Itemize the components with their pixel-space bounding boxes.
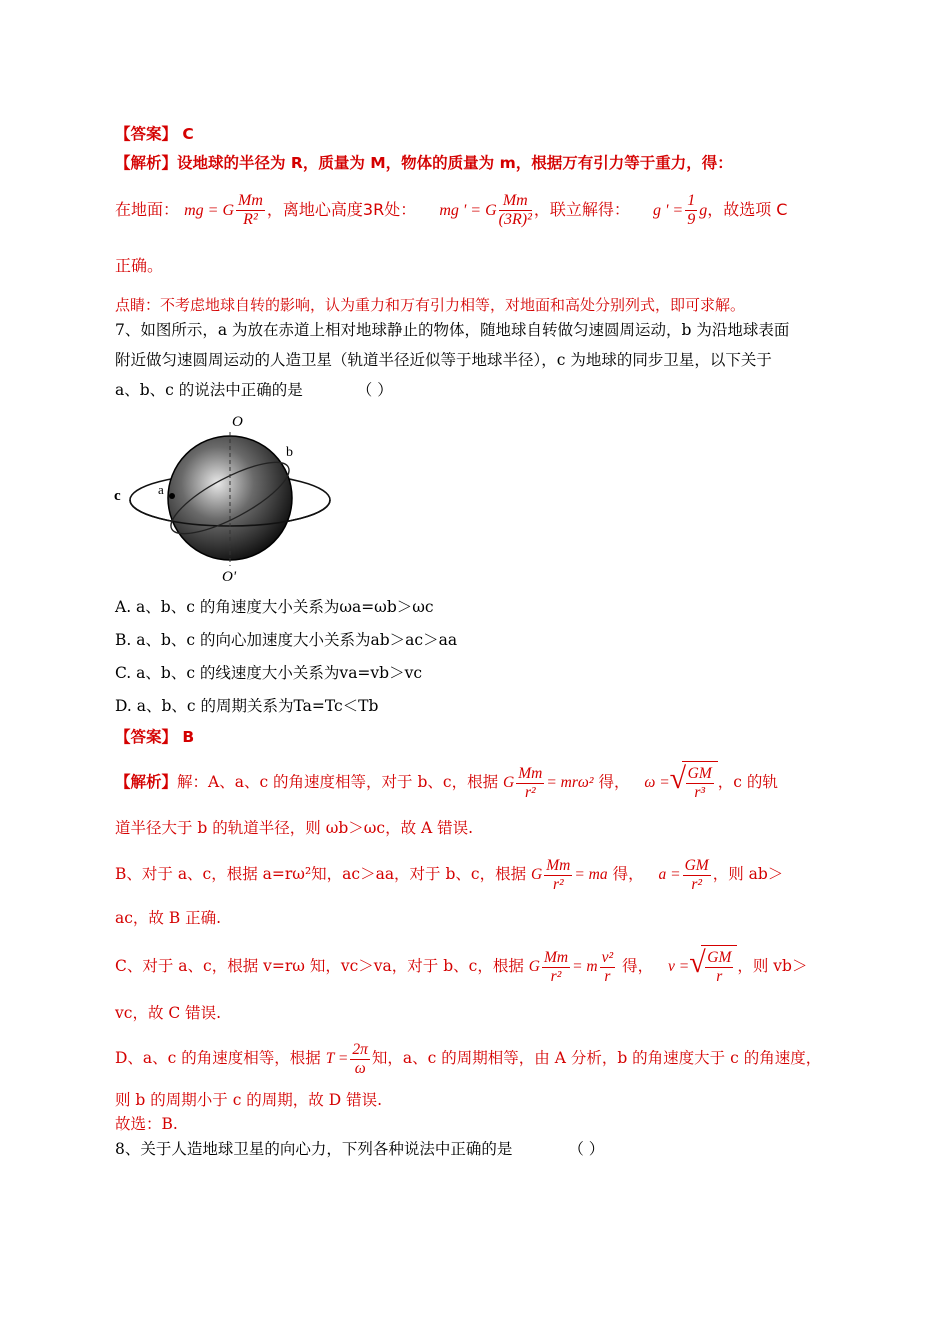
correct-text: 正确。 <box>115 256 164 275</box>
a1-text: 解：A、a、c 的角速度相等，对于 b、c，根据 <box>177 773 499 791</box>
q7-analysis-d-2: 则 b 的周期小于 c 的周期，故 D 错误. <box>115 1091 383 1109</box>
a1-mid: 得， <box>598 773 630 791</box>
q7-analysis-c-1 <box>115 944 807 990</box>
b1-f2-den: r² <box>691 875 702 893</box>
d1-f-den: ω <box>354 1059 366 1077</box>
a1-f1-den: r² <box>524 783 536 801</box>
eq1-num: Mm <box>238 192 263 209</box>
q7-option-d: D. a、b、c 的周期关系为Ta=Tc＜Tb <box>115 697 379 715</box>
q7-option-a: A. a、b、c 的角速度大小关系为ωa=ωb＞ωc <box>115 598 434 616</box>
d1-f-frac <box>350 1041 370 1078</box>
q7-analysis-b-1 <box>115 852 783 897</box>
c1-f1-frac <box>542 949 570 986</box>
q7-blank: （ ） <box>356 381 393 399</box>
tip-text: 点睛：不考虑地球自转的影响，认为重力和万有引力相等，对地面和高处分别列式，即可求解。 <box>115 296 746 314</box>
analysis-label: 【解析】 <box>115 154 178 172</box>
eq3-rhs: g <box>699 202 708 219</box>
a1-f1-rhs: = mrω² <box>546 774 594 791</box>
q7-analysis-a-1 <box>115 760 778 806</box>
b1-end: ，则 ab＞ <box>712 865 784 883</box>
b1-f1-lhs: G <box>531 866 543 883</box>
eq1-den: R² <box>243 211 258 228</box>
analysis-label: 【解析】 <box>115 773 178 791</box>
a1-f2-sqrt <box>670 761 718 806</box>
c1-text: C、对于 a、c，根据 v=rω 知，vc＞va，对于 b、c，根据 <box>115 957 524 975</box>
q7-option-c: C. a、b、c 的线速度大小关系为va=vb＞vc <box>115 664 423 682</box>
eq3-num: 1 <box>687 192 696 209</box>
label-O: O <box>232 414 243 430</box>
d1-end: 知，a、c 的周期相等，由 A 分析，b 的角速度大于 c 的角速度， <box>371 1049 822 1067</box>
d1-text: D、a、c 的角速度相等，根据 <box>115 1049 321 1067</box>
a1-f2-den: r³ <box>694 784 706 802</box>
sqrt-sign: √ <box>689 945 706 979</box>
b1-f1-num: Mm <box>546 856 571 874</box>
b1-f2-lhs: a = <box>658 866 681 883</box>
c1-f1-lhs: G <box>528 958 540 975</box>
analysis-text: 设地球的半径为 R，质量为 M，物体的质量为 m，根据万有引力等于重力，得： <box>177 154 733 172</box>
eq1-lhs: mg = G <box>184 202 235 219</box>
label-O-prime: O' <box>222 569 237 585</box>
q7-analysis-b-2: ac，故 B 正确. <box>115 909 222 927</box>
a1-f2-lhs: ω = <box>644 774 670 791</box>
b1-f2-num: GM <box>684 856 709 874</box>
q7-analysis-d-1 <box>115 1036 821 1081</box>
b1-f2-frac <box>683 857 711 894</box>
q6-analysis-line <box>115 153 733 173</box>
c1-f1-frac2 <box>600 949 616 986</box>
answer-label: 【答案】 <box>115 728 178 746</box>
sqrt-sign: √ <box>669 761 687 795</box>
q6-correct-line <box>115 256 163 276</box>
c1-end: ，则 vb＞ <box>737 957 808 975</box>
d1-f-lhs: T = <box>325 1050 349 1067</box>
q7-stem-3-text: a、b、c 的说法中正确的是 <box>115 381 303 399</box>
eq2-fraction <box>499 192 532 229</box>
c1-f1-den: r² <box>550 967 562 985</box>
d1-f-num: 2π <box>352 1040 368 1058</box>
a1-f2-num: GM <box>687 765 712 783</box>
b1-f1-frac <box>544 857 572 894</box>
c1-f2-den: r <box>716 968 723 986</box>
earth-orbit-diagram <box>112 410 342 585</box>
eq3-lhs: g ' = <box>652 202 684 219</box>
b1-mid: 得， <box>612 865 644 883</box>
q7-option-b: B. a、b、c 的向心加速度大小关系为ab＞ac＞aa <box>115 631 458 649</box>
point-a <box>169 493 175 499</box>
q8-blank: （ ） <box>568 1140 605 1158</box>
q7-choose: 故选：B. <box>115 1115 178 1133</box>
c1-f1-mid: = m <box>572 958 598 975</box>
c1-f2-num: GM <box>707 949 732 967</box>
eq1-fraction <box>236 192 265 229</box>
eq2-num: Mm <box>499 192 532 211</box>
label-c: c <box>114 488 121 504</box>
answer-label: 【答案】 <box>115 125 178 143</box>
c1-f1-den2: r <box>604 967 611 985</box>
q7-analysis-a-2: 道半径大于 b 的轨道半径，则 ωb＞ωc，故 A 错误. <box>115 819 474 837</box>
option-text: ，故选项 C <box>707 200 788 219</box>
q6-equation-line <box>115 188 787 233</box>
c1-f1-num: Mm <box>543 948 569 966</box>
a1-f1-num: Mm <box>518 764 543 782</box>
q8-stem: 8、关于人造地球卫星的向心力，下列各种说法中正确的是 <box>115 1140 513 1158</box>
answer-value: C <box>182 125 194 143</box>
solve-text: ，联立解得： <box>533 200 630 219</box>
c1-f1-num2: v² <box>601 948 614 966</box>
label-a: a <box>158 482 164 497</box>
q7-stem-1: 7、如图所示，a 为放在赤道上相对地球静止的物体，随地球自转做匀速圆周运动，b 为沿地球表面 <box>115 321 790 339</box>
q7-stem-3 <box>115 380 393 400</box>
b1-f1-rhs: = ma <box>574 866 608 883</box>
c1-f2-sqrt <box>689 945 737 990</box>
a1-end: ，c 的轨 <box>717 773 778 791</box>
c1-mid: 得， <box>622 957 654 975</box>
answer-value: B <box>182 728 195 746</box>
height-text: ，离地心高度3R处： <box>266 200 417 219</box>
b1-text: B、对于 a、c，根据 a=rω²知，ac＞aa，对于 b、c，根据 <box>115 865 527 883</box>
q6-tip-line <box>115 295 745 315</box>
ground-label: 在地面： <box>115 200 180 219</box>
a1-f1-frac <box>516 765 544 802</box>
eq2-lhs: mg ' = G <box>439 202 497 219</box>
q7-answer-line <box>115 727 194 747</box>
q8-stem-line <box>115 1139 604 1159</box>
q6-answer-line <box>115 124 194 144</box>
q7-stem-2: 附近做匀速圆周运动的人造卫星（轨道半径近似等于地球半径），c 为地球的同步卫星，以下关于 <box>115 351 772 369</box>
a1-f1-lhs: G <box>503 774 515 791</box>
q7-analysis-c-2: vc，故 C 错误. <box>115 1004 222 1022</box>
c1-f2-lhs: v = <box>668 958 690 975</box>
eq3-fraction <box>685 192 697 229</box>
b1-f1-den: r² <box>552 875 564 893</box>
label-b: b <box>286 445 293 460</box>
eq2-den: (3R)² <box>498 211 532 228</box>
eq3-den: 9 <box>687 211 696 228</box>
